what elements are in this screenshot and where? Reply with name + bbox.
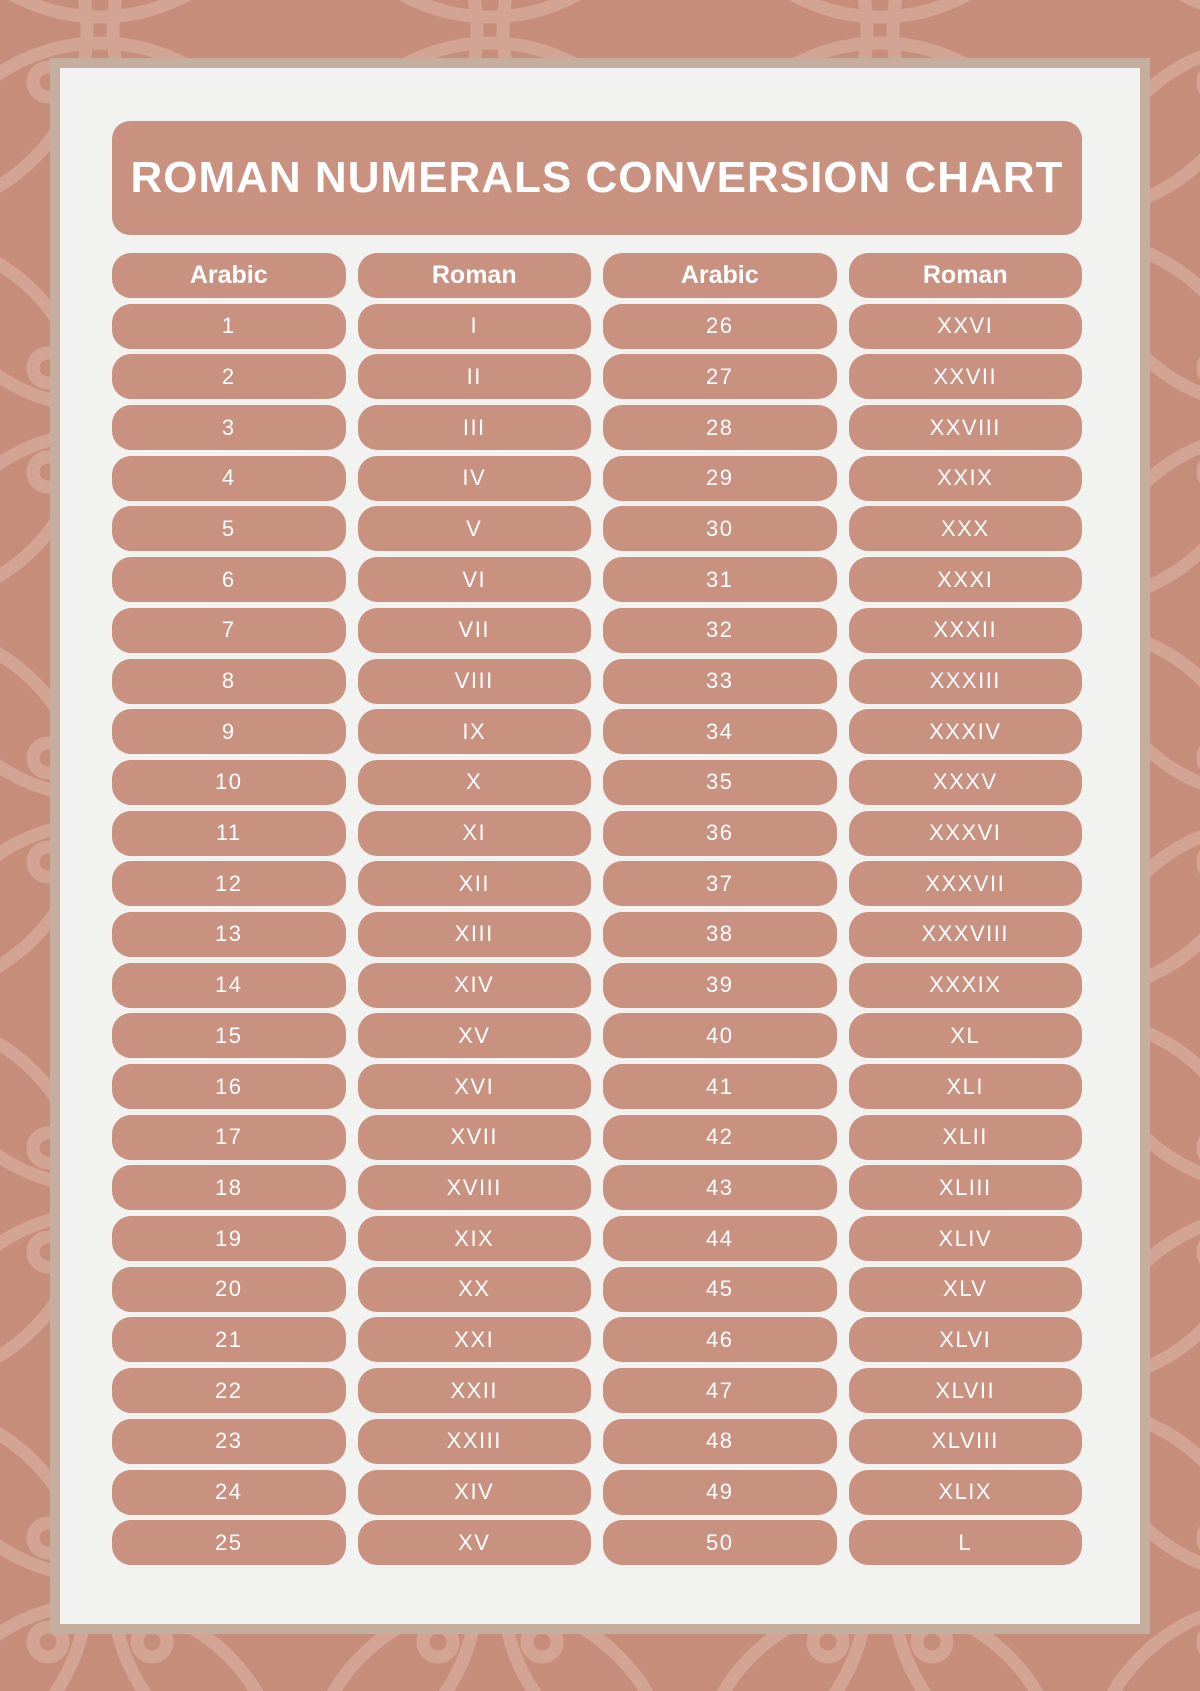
header-roman-2: Roman: [849, 253, 1083, 298]
roman-cell-25: XV: [358, 1520, 592, 1565]
roman-cell-14: XIV: [358, 963, 592, 1008]
arabic-cell-29: 29: [603, 456, 837, 501]
chart-card: [50, 58, 1150, 1634]
arabic-cell-42: 42: [603, 1115, 837, 1160]
arabic-cell-12: 12: [112, 861, 346, 906]
arabic-cell-17: 17: [112, 1115, 346, 1160]
roman-cell-17: XVII: [358, 1115, 592, 1160]
arabic-cell-10: 10: [112, 760, 346, 805]
arabic-cell-28: 28: [603, 405, 837, 450]
roman-cell-40: XL: [849, 1013, 1083, 1058]
roman-cell-8: VIII: [358, 659, 592, 704]
arabic-cell-1: 1: [112, 304, 346, 349]
title-banner: [112, 121, 1082, 235]
roman-cell-19: XIX: [358, 1216, 592, 1261]
roman-cell-48: XLVIII: [849, 1419, 1083, 1464]
arabic-cell-18: 18: [112, 1165, 346, 1210]
roman-cell-7: VII: [358, 608, 592, 653]
arabic-cell-7: 7: [112, 608, 346, 653]
roman-cell-18: XVIII: [358, 1165, 592, 1210]
arabic-cell-30: 30: [603, 506, 837, 551]
arabic-cell-38: 38: [603, 912, 837, 957]
roman-cell-3: III: [358, 405, 592, 450]
roman-cell-27: XXVII: [849, 354, 1083, 399]
arabic-cell-9: 9: [112, 709, 346, 754]
roman-cell-35: XXXV: [849, 760, 1083, 805]
roman-cell-4: IV: [358, 456, 592, 501]
roman-cell-10: X: [358, 760, 592, 805]
arabic-cell-14: 14: [112, 963, 346, 1008]
roman-cell-39: XXXIX: [849, 963, 1083, 1008]
roman-cell-44: XLIV: [849, 1216, 1083, 1261]
roman-cell-26: XXVI: [849, 304, 1083, 349]
arabic-cell-23: 23: [112, 1419, 346, 1464]
roman-cell-36: XXXVI: [849, 811, 1083, 856]
arabic-cell-48: 48: [603, 1419, 837, 1464]
arabic-cell-22: 22: [112, 1368, 346, 1413]
column-roman-2: [849, 253, 1083, 1565]
roman-cell-15: XV: [358, 1013, 592, 1058]
arabic-cell-44: 44: [603, 1216, 837, 1261]
arabic-cell-26: 26: [603, 304, 837, 349]
arabic-cell-39: 39: [603, 963, 837, 1008]
arabic-cell-40: 40: [603, 1013, 837, 1058]
roman-cell-33: XXXIII: [849, 659, 1083, 704]
arabic-cell-35: 35: [603, 760, 837, 805]
roman-cell-21: XXI: [358, 1317, 592, 1362]
arabic-cell-5: 5: [112, 506, 346, 551]
roman-cell-46: XLVI: [849, 1317, 1083, 1362]
arabic-cell-47: 47: [603, 1368, 837, 1413]
roman-cell-50: L: [849, 1520, 1083, 1565]
header-arabic-1: Arabic: [112, 253, 346, 298]
roman-cell-12: XII: [358, 861, 592, 906]
roman-cell-16: XVI: [358, 1064, 592, 1109]
roman-cell-29: XXIX: [849, 456, 1083, 501]
roman-cell-38: XXXVIII: [849, 912, 1083, 957]
roman-cell-34: XXXIV: [849, 709, 1083, 754]
column-arabic-1: [112, 253, 346, 1565]
roman-cell-22: XXII: [358, 1368, 592, 1413]
roman-cell-11: XI: [358, 811, 592, 856]
roman-cell-13: XIII: [358, 912, 592, 957]
roman-cell-24: XIV: [358, 1470, 592, 1515]
arabic-cell-15: 15: [112, 1013, 346, 1058]
arabic-cell-49: 49: [603, 1470, 837, 1515]
arabic-cell-25: 25: [112, 1520, 346, 1565]
arabic-cell-8: 8: [112, 659, 346, 704]
arabic-cell-36: 36: [603, 811, 837, 856]
arabic-cell-27: 27: [603, 354, 837, 399]
arabic-cell-33: 33: [603, 659, 837, 704]
arabic-cell-31: 31: [603, 557, 837, 602]
roman-cell-30: XXX: [849, 506, 1083, 551]
roman-cell-42: XLII: [849, 1115, 1083, 1160]
roman-cell-28: XXVIII: [849, 405, 1083, 450]
roman-cell-45: XLV: [849, 1267, 1083, 1312]
roman-cell-2: II: [358, 354, 592, 399]
page-title: ROMAN NUMERALS CONVERSION CHART: [130, 153, 1064, 202]
arabic-cell-2: 2: [112, 354, 346, 399]
roman-cell-6: VI: [358, 557, 592, 602]
roman-cell-20: XX: [358, 1267, 592, 1312]
roman-cell-31: XXXI: [849, 557, 1083, 602]
arabic-cell-11: 11: [112, 811, 346, 856]
header-roman-1: Roman: [358, 253, 592, 298]
arabic-cell-4: 4: [112, 456, 346, 501]
arabic-cell-37: 37: [603, 861, 837, 906]
roman-cell-23: XXIII: [358, 1419, 592, 1464]
column-arabic-2: [603, 253, 837, 1565]
arabic-cell-3: 3: [112, 405, 346, 450]
arabic-cell-24: 24: [112, 1470, 346, 1515]
column-roman-1: [358, 253, 592, 1565]
roman-cell-5: V: [358, 506, 592, 551]
arabic-cell-45: 45: [603, 1267, 837, 1312]
arabic-cell-34: 34: [603, 709, 837, 754]
roman-cell-41: XLI: [849, 1064, 1083, 1109]
arabic-cell-13: 13: [112, 912, 346, 957]
arabic-cell-46: 46: [603, 1317, 837, 1362]
arabic-cell-6: 6: [112, 557, 346, 602]
roman-cell-9: IX: [358, 709, 592, 754]
roman-cell-37: XXXVII: [849, 861, 1083, 906]
arabic-cell-32: 32: [603, 608, 837, 653]
arabic-cell-50: 50: [603, 1520, 837, 1565]
arabic-cell-41: 41: [603, 1064, 837, 1109]
conversion-table: [112, 253, 1082, 1565]
arabic-cell-19: 19: [112, 1216, 346, 1261]
arabic-cell-20: 20: [112, 1267, 346, 1312]
header-arabic-2: Arabic: [603, 253, 837, 298]
roman-cell-43: XLIII: [849, 1165, 1083, 1210]
arabic-cell-21: 21: [112, 1317, 346, 1362]
arabic-cell-43: 43: [603, 1165, 837, 1210]
arabic-cell-16: 16: [112, 1064, 346, 1109]
roman-cell-49: XLIX: [849, 1470, 1083, 1515]
roman-cell-1: I: [358, 304, 592, 349]
roman-cell-32: XXXII: [849, 608, 1083, 653]
roman-cell-47: XLVII: [849, 1368, 1083, 1413]
